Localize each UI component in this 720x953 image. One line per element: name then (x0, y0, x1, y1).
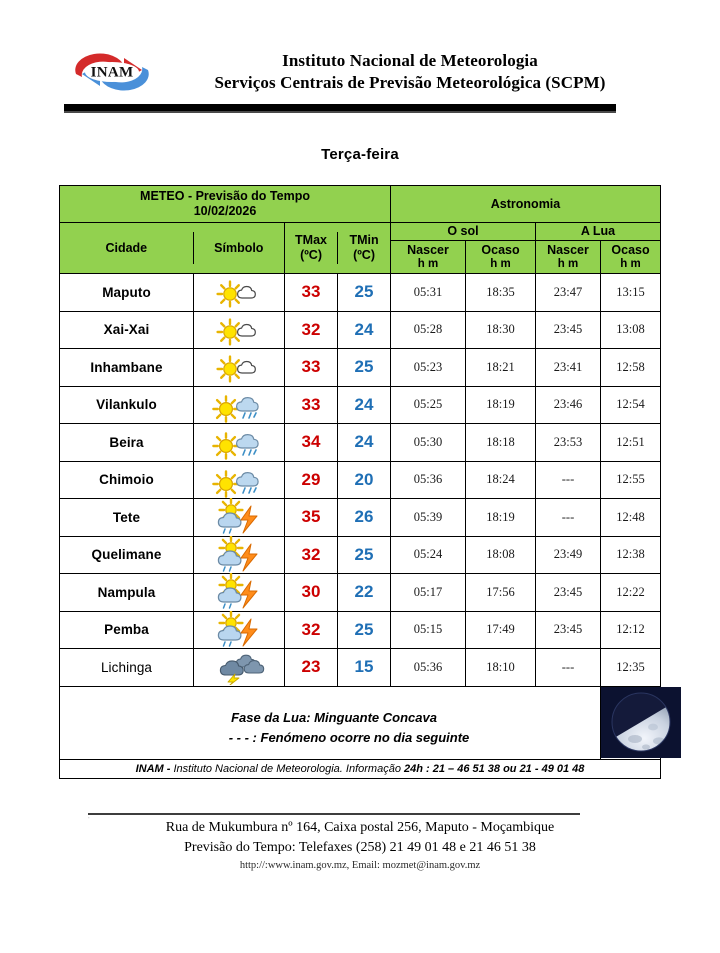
cell-moonset: 12:35 (601, 649, 661, 687)
col-header-sunset (466, 241, 536, 274)
cell-symbol (194, 499, 285, 537)
sun-small-cloud-icon (194, 312, 284, 348)
cell-moonrise: 23:47 (536, 274, 601, 312)
sun-small-cloud-icon (194, 274, 284, 310)
cell-tmax: 29 (285, 461, 338, 499)
cell-sunset: 18:19 (466, 386, 536, 424)
cell-symbol (194, 311, 285, 349)
cell-moonrise: 23:41 (536, 349, 601, 387)
table-row (60, 349, 661, 387)
forecast-date: 10/02/2026 (193, 204, 257, 218)
cell-sunrise: 05:30 (391, 424, 466, 462)
cell-tmin: 20 (338, 461, 391, 499)
cell-tmin: 24 (338, 386, 391, 424)
cell-sunrise: 05:24 (391, 536, 466, 574)
cell-symbol (194, 611, 285, 649)
sub-header-sun: O sol (391, 223, 536, 241)
tmax-tmin-spacer (285, 223, 391, 274)
cell-moonset: 12:38 (601, 536, 661, 574)
weather-forecast-table (59, 185, 661, 779)
cell-symbol (194, 649, 285, 687)
cell-sunrise: 05:25 (391, 386, 466, 424)
meteo-group-title: METEO - Previsão do Tempo (140, 189, 310, 204)
table-row (60, 574, 661, 612)
inam-circular-arrows-logo (64, 44, 160, 100)
cell-tmin: 25 (338, 274, 391, 312)
cell-moonrise: 23:45 (536, 574, 601, 612)
table-row (60, 611, 661, 649)
cell-city: Xai-Xai (60, 311, 194, 349)
footer-tiny-mark: ˙ (88, 818, 91, 825)
inam-contact-line (60, 763, 660, 775)
cell-moonset: 13:08 (601, 311, 661, 349)
sun-thunderstorm-icon (194, 499, 284, 535)
footer-divider-rule (88, 813, 580, 815)
cell-city: Inhambane (60, 349, 194, 387)
cell-symbol (194, 274, 285, 312)
cell-tmax: 32 (285, 536, 338, 574)
moon-phase-note: Fase da Lua: Minguante Concava (231, 709, 437, 725)
cell-moonset: 12:55 (601, 461, 661, 499)
waning-crescent-moon-photo (601, 687, 681, 758)
sun-rain-cloud-icon (194, 424, 284, 460)
cell-moonrise: 23:45 (536, 311, 601, 349)
table-footer (60, 686, 661, 778)
cell-tmax: 30 (285, 574, 338, 612)
moon-phase-image-cell (601, 686, 661, 759)
cell-tmax: 35 (285, 499, 338, 537)
cell-sunset: 18:35 (466, 274, 536, 312)
sunrise-unit: h m (417, 257, 439, 270)
cell-sunrise: 05:39 (391, 499, 466, 537)
sunset-label: Ocaso (481, 242, 520, 257)
cell-moonset: 12:58 (601, 349, 661, 387)
cell-moonset: 12:54 (601, 386, 661, 424)
cell-tmin: 25 (338, 536, 391, 574)
inam-logo (64, 44, 160, 100)
cell-moonset: 12:12 (601, 611, 661, 649)
cell-tmin: 25 (338, 611, 391, 649)
cell-sunset: 18:24 (466, 461, 536, 499)
col-header-simbolo: Símbolo (214, 240, 264, 255)
page-footer (0, 818, 720, 875)
cell-tmax: 23 (285, 649, 338, 687)
cell-symbol (194, 536, 285, 574)
forecast-table-wrapper (59, 185, 660, 779)
table-header (60, 186, 661, 274)
cell-city: Chimoio (60, 461, 194, 499)
cell-city: Tete (60, 499, 194, 537)
cell-sunrise: 05:36 (391, 649, 466, 687)
notes-cell (60, 686, 601, 759)
cell-sunset: 18:21 (466, 349, 536, 387)
sun-rain-cloud-icon (194, 387, 284, 423)
cell-tmin: 22 (338, 574, 391, 612)
cell-tmax: 33 (285, 386, 338, 424)
cell-sunrise: 05:31 (391, 274, 466, 312)
cell-sunset: 18:19 (466, 499, 536, 537)
inam-contact-middle: Instituto Nacional de Meteorologia. Informação (170, 762, 404, 775)
sunset-unit: h m (490, 257, 511, 270)
cell-sunrise: 05:17 (391, 574, 466, 612)
cell-symbol (194, 461, 285, 499)
meteo-group-header (60, 186, 391, 223)
institute-name-line2: Serviços Centrais de Previsão Meteorológica (SCPM) (214, 73, 606, 92)
footer-web-email: http://:www.inam.gov.mz, Email: mozmet@inam.gov.mz (239, 859, 481, 871)
sun-thunderstorm-icon (194, 574, 284, 610)
cell-tmax: 34 (285, 424, 338, 462)
col-header-tmin (338, 232, 390, 264)
tmin-unit: (ºC) (353, 248, 375, 262)
storm-clouds-lightning-icon (194, 649, 284, 685)
col-header-moonset (601, 241, 661, 274)
footer-phones: Previsão do Tempo: Telefaxes (258) 21 49 01 48 e 21 46 51 38 (184, 839, 536, 855)
dashes-legend-note: - - - : Fenómeno ocorre no dia seguinte (228, 730, 470, 745)
cell-moonrise: 23:49 (536, 536, 601, 574)
cell-sunrise: 05:28 (391, 311, 466, 349)
moonrise-unit: h m (557, 257, 579, 270)
table-row (60, 424, 661, 462)
table-row (60, 649, 661, 687)
cell-moonset: 12:22 (601, 574, 661, 612)
cell-tmax: 33 (285, 274, 338, 312)
cell-city: Lichinga (60, 649, 194, 687)
cell-city: Beira (60, 424, 194, 462)
footer-address: Rua de Mukumbura nº 164, Caixa postal 256, Maputo - Moçambique (165, 820, 555, 835)
cell-tmin: 24 (338, 424, 391, 462)
cell-tmin: 26 (338, 499, 391, 537)
institute-name-line1: Instituto Nacional de Meteorologia (282, 51, 538, 71)
cell-moonset: 12:51 (601, 424, 661, 462)
sunrise-label: Nascer (407, 242, 449, 257)
table-row (60, 311, 661, 349)
moonset-unit: h m (620, 257, 641, 270)
cell-symbol (194, 349, 285, 387)
svg-text:INAM: INAM (90, 64, 134, 81)
cell-city: Nampula (60, 574, 194, 612)
col-header-sunrise (391, 241, 466, 274)
cell-city: Pemba (60, 611, 194, 649)
cell-tmin: 24 (338, 311, 391, 349)
cell-moonrise: --- (536, 499, 601, 537)
moonset-label: Ocaso (611, 242, 650, 257)
astronomy-group-header: Astronomia (391, 186, 661, 223)
weekday-title: Terça-feira (321, 146, 399, 163)
cell-tmin: 25 (338, 349, 391, 387)
col-header-tmax (285, 232, 338, 264)
sun-small-cloud-icon (194, 349, 284, 385)
cell-sunrise: 05:15 (391, 611, 466, 649)
table-row (60, 274, 661, 312)
cell-symbol (194, 574, 285, 612)
cell-tmin: 15 (338, 649, 391, 687)
cell-sunset: 18:10 (466, 649, 536, 687)
cidade-simbolo-spacer (60, 223, 285, 274)
cell-moonrise: 23:46 (536, 386, 601, 424)
inam-contact-prefix: INAM - (135, 762, 171, 775)
sun-thunderstorm-icon (194, 612, 284, 648)
cell-sunrise: 05:23 (391, 349, 466, 387)
cell-sunset: 18:30 (466, 311, 536, 349)
col-header-moonrise (536, 241, 601, 274)
cell-moonrise: 23:45 (536, 611, 601, 649)
table-row (60, 386, 661, 424)
header-divider-rule (64, 104, 616, 111)
sun-thunderstorm-icon (194, 537, 284, 573)
cell-moonrise: --- (536, 461, 601, 499)
inam-contact-row (60, 759, 661, 778)
cell-symbol (194, 386, 285, 424)
cell-moonset: 12:48 (601, 499, 661, 537)
moonrise-label: Nascer (547, 242, 589, 257)
cell-sunset: 18:08 (466, 536, 536, 574)
inam-contact-phones: 24h : 21 – 46 51 38 ou 21 - 49 01 48 (404, 762, 585, 775)
col-header-cidade: Cidade (60, 232, 193, 264)
cell-sunset: 17:56 (466, 574, 536, 612)
tmax-unit: (ºC) (300, 248, 322, 262)
cell-sunrise: 05:36 (391, 461, 466, 499)
cell-sunset: 17:49 (466, 611, 536, 649)
cell-tmax: 32 (285, 311, 338, 349)
cell-city: Vilankulo (60, 386, 194, 424)
organization-title (160, 50, 720, 94)
tmin-label: TMin (349, 233, 379, 248)
table-row (60, 536, 661, 574)
cell-city: Quelimane (60, 536, 194, 574)
tmax-label: TMax (295, 233, 327, 248)
document-header (0, 44, 720, 100)
cell-tmax: 33 (285, 349, 338, 387)
cell-moonrise: 23:53 (536, 424, 601, 462)
table-row (60, 499, 661, 537)
sun-rain-cloud-icon (194, 462, 284, 498)
cell-city: Maputo (60, 274, 194, 312)
table-row (60, 461, 661, 499)
sub-header-moon: A Lua (536, 223, 661, 241)
cell-moonrise: --- (536, 649, 601, 687)
cell-sunset: 18:18 (466, 424, 536, 462)
cell-symbol (194, 424, 285, 462)
cell-moonset: 13:15 (601, 274, 661, 312)
table-body (60, 274, 661, 687)
cell-tmax: 32 (285, 611, 338, 649)
